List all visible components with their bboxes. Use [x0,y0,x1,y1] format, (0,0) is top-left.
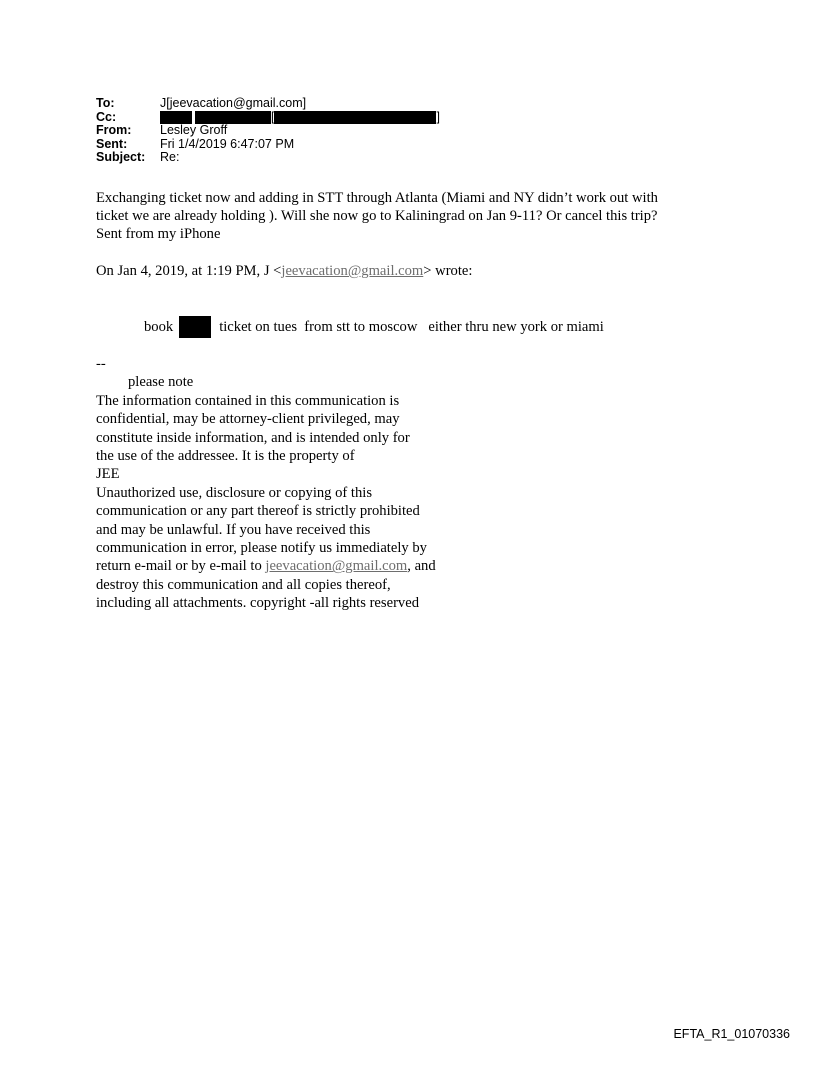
sent-label: Sent: [96,136,128,151]
document-id: EFTA_R1_01070336 [673,1027,790,1041]
message-line: ticket we are already holding ). Will she now go to Kaliningrad on Jan 9-11? Or cancel this trip? [96,208,658,224]
quoted-text-after: ticket on tues from stt to moscow either thru new york or miami [219,319,604,335]
redaction-block [160,111,192,124]
to-label: To: [96,96,115,110]
redaction-block [195,111,271,124]
email-link[interactable]: jeevacation@gmail.com [265,558,408,575]
subject-row [96,151,440,165]
disclaimer-email-line [96,557,436,575]
to-row [96,97,440,111]
from-value: Lesley Groff [160,123,228,138]
from-label: From: [96,123,132,138]
cc-value [160,111,440,125]
signature-dashes: -- [96,356,106,372]
message-line: Exchanging ticket now and adding in STT through Atlanta (Miami and NY didn’t work out with [96,190,658,206]
disclaimer-line: the use of the addressee. It is the property of [96,448,355,465]
quoted-message [144,316,604,338]
quote-header [96,262,472,280]
disclaimer-line: Unauthorized use, disclosure or copying of this [96,484,373,501]
disclaimer-line: JEE [96,466,120,483]
disclaimer-line: including all attachments. copyright -all rights reserved [96,595,419,612]
quoted-text-before: book [144,319,174,335]
to-value: J[jeevacation@gmail.com] [160,96,307,110]
sent-value: Fri 1/4/2019 6:47:07 PM [160,136,295,151]
disclaimer-line: constitute inside information, and is intended only for [96,429,410,446]
cc-row [96,111,440,125]
sent-row [96,138,440,152]
signature-disclaimer [96,355,436,613]
redaction-block [274,111,436,124]
redaction-block [179,316,211,338]
from-row [96,124,440,138]
quote-header-prefix: On Jan 4, 2019, at 1:19 PM, J < [96,263,282,279]
subject-value: Re: [160,150,180,165]
cc-bracket-close: ] [436,109,440,124]
message-line: Sent from my iPhone [96,226,221,242]
email-line-suffix: , and [407,558,436,575]
disclaimer-line: destroy this communication and all copies thereof, [96,576,391,593]
disclaimer-line: communication in error, please notify us immediately by [96,540,427,557]
cc-bracket-open: [ [271,109,275,124]
please-note: please note [128,374,194,391]
disclaimer-line: confidential, may be attorney-client privileged, may [96,411,400,428]
cc-label: Cc: [96,109,117,124]
disclaimer-line: communication or any part thereof is strictly prohibited [96,503,420,520]
email-line-prefix: return e-mail or by e-mail to [96,558,266,575]
quote-header-suffix: > wrote: [423,263,473,279]
email-header [96,97,440,165]
disclaimer-line: The information contained in this communication is [96,392,400,409]
email-link[interactable]: jeevacation@gmail.com [281,263,424,279]
message-body [96,189,658,243]
disclaimer-line: and may be unlawful. If you have received this [96,521,371,538]
subject-label: Subject: [96,150,146,165]
